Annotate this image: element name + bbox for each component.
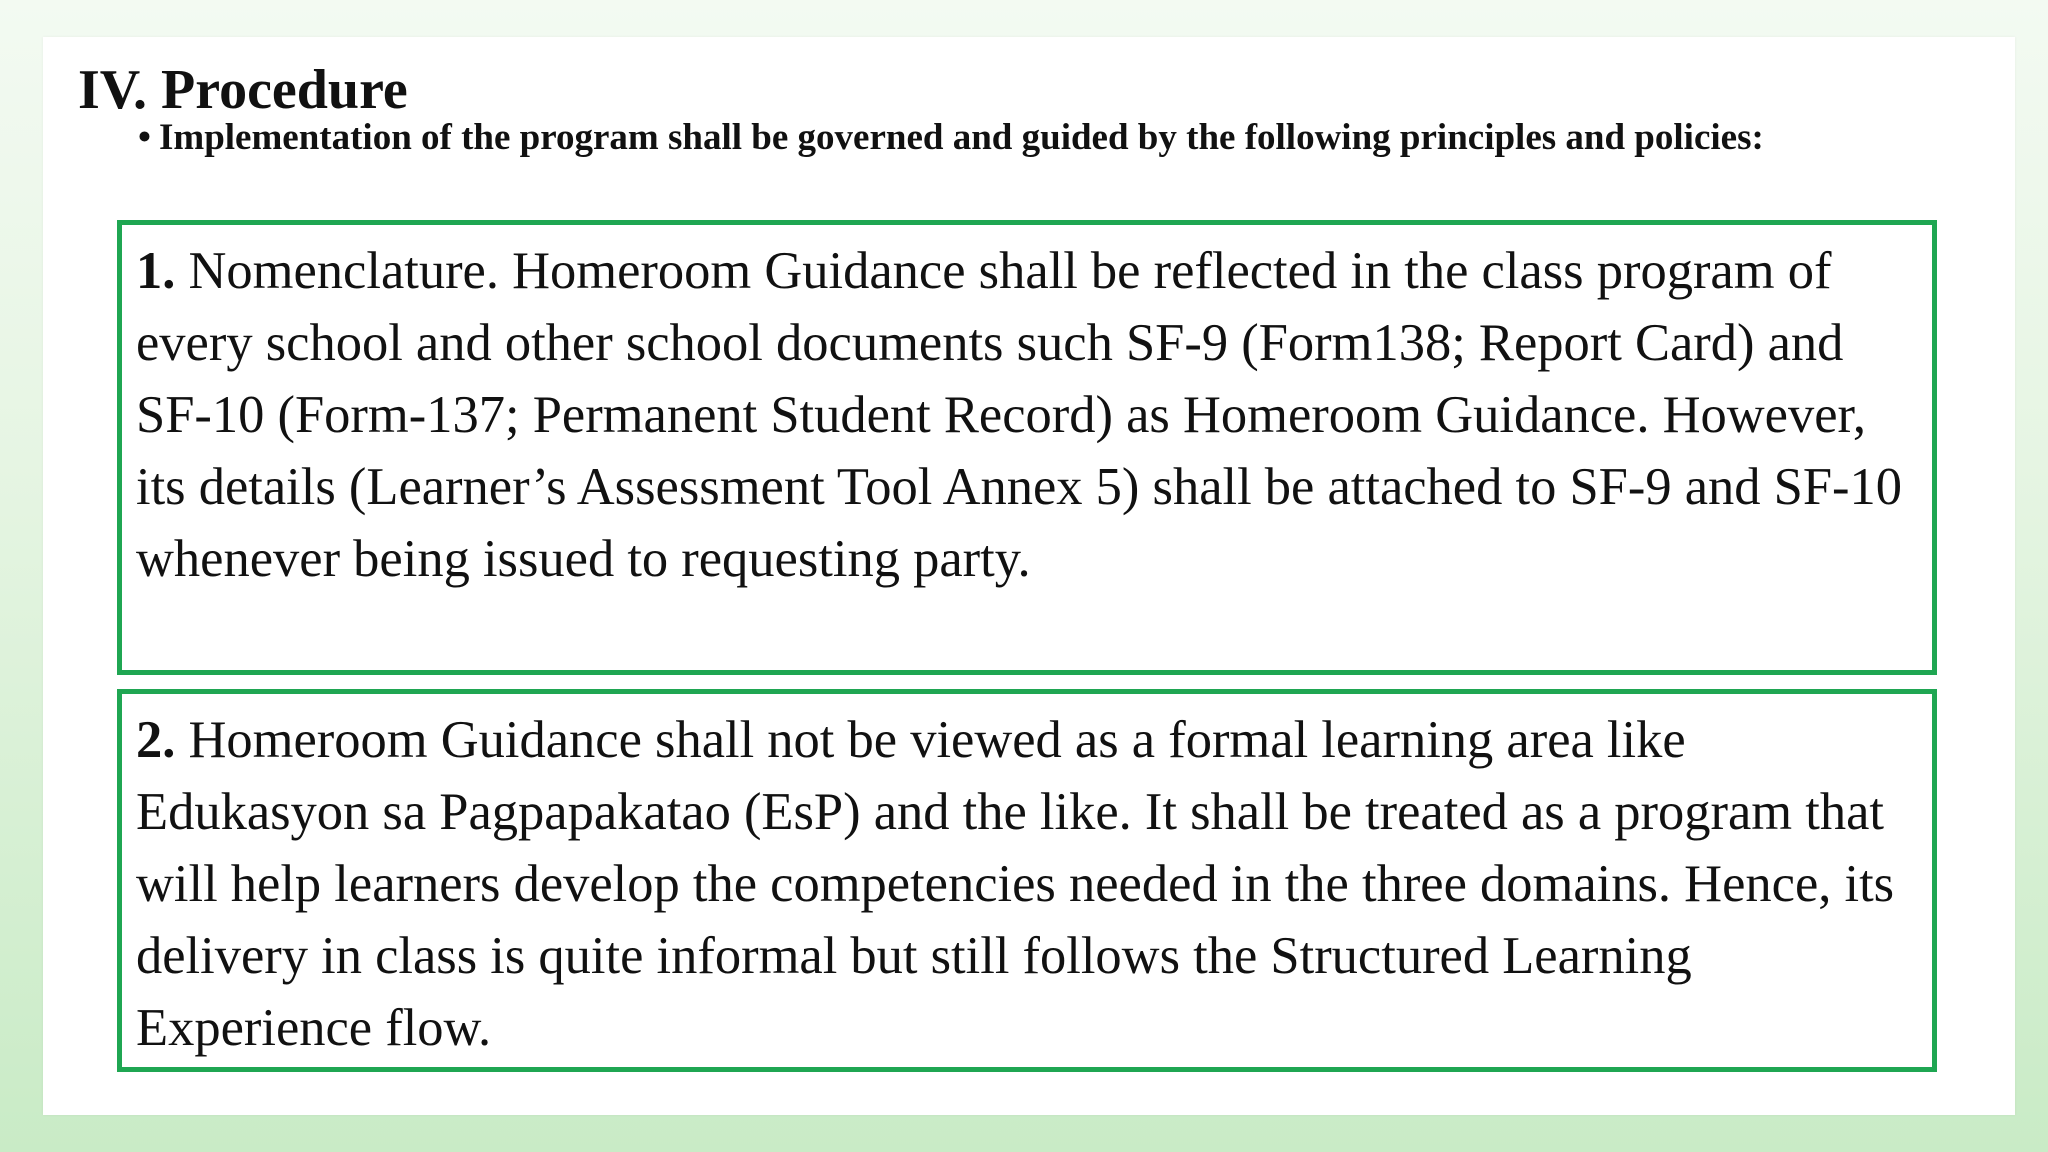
policy-paragraph-1	[136, 235, 1914, 595]
policy-text-1: Nomenclature. Homeroom Guidance shall be reflected in the class program of every school and other school documents such SF-9 (Form138; Report Card) and SF-10 (Form-137; Permanent Student Record) as Homeroom Guidance. However, its details (Learner’s Assessment Tool Annex 5) shall be attached to SF-9 and SF-10 whenever being issued to requesting party.	[136, 242, 1903, 588]
policy-box-2	[117, 689, 1937, 1072]
policy-paragraph-2	[136, 704, 1914, 1064]
section-heading: IV. Procedure	[78, 59, 408, 121]
policy-box-1	[117, 220, 1937, 675]
intro-text: Implementation of the program shall be governed and guided by the following principles and policies:	[158, 117, 1764, 158]
bullet-icon: •	[138, 117, 151, 158]
policy-number-1: 1.	[136, 242, 176, 300]
intro-bullet-text	[138, 112, 1898, 164]
policy-number-2: 2.	[136, 711, 176, 769]
policy-text-2: Homeroom Guidance shall not be viewed as a formal learning area like Edukasyon sa Pagpapakatao (EsP) and the like. It shall be treated as a program that will help learners develop the competencies needed in the three domains. Hence, its delivery in class is quite informal but still follows the Structured Learning Experience flow.	[136, 711, 1895, 1057]
